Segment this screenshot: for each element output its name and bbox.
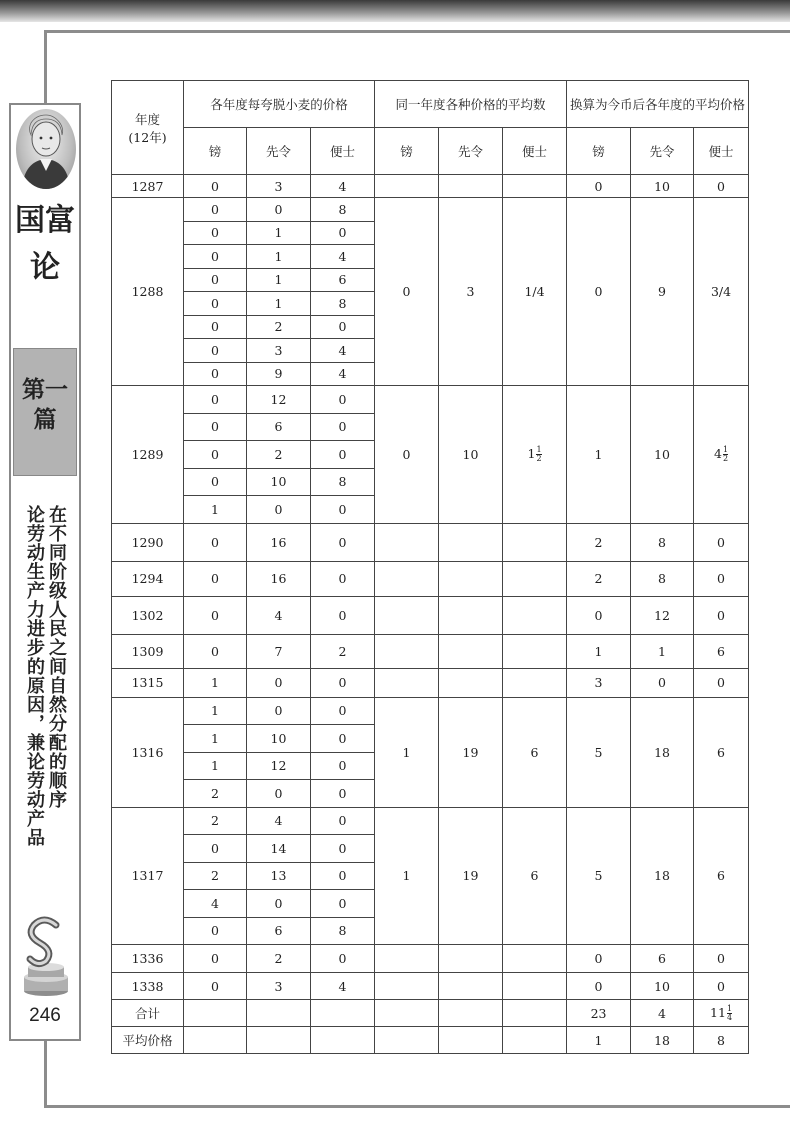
price-cell: 13	[247, 862, 311, 890]
empty-cell	[375, 1000, 439, 1027]
year-cell: 1316	[112, 697, 184, 807]
table-row	[112, 697, 749, 725]
page-number: 246	[29, 1005, 61, 1026]
price-cell: 0	[311, 561, 375, 596]
modern-price-cell: 0	[694, 523, 749, 561]
average-cell: 19	[439, 697, 503, 807]
average-row	[112, 1027, 749, 1054]
empty-cell	[503, 1000, 567, 1027]
price-cell: 0	[247, 668, 311, 697]
year-cell: 1290	[112, 523, 184, 561]
table-row	[112, 198, 749, 222]
price-cell: 0	[311, 441, 375, 469]
modern-price-cell: 0	[631, 668, 694, 697]
unit-header-price-shilling: 先令	[247, 128, 311, 175]
price-cell: 10	[247, 725, 311, 753]
price-cell: 0	[184, 198, 247, 222]
year-cell: 1309	[112, 634, 184, 668]
price-cell: 16	[247, 561, 311, 596]
average-cell	[439, 523, 503, 561]
modern-price-cell: 8	[631, 561, 694, 596]
price-cell: 0	[184, 315, 247, 339]
page-frame-top	[44, 30, 790, 33]
year-cell: 1336	[112, 945, 184, 973]
price-cell: 0	[311, 945, 375, 973]
price-cell: 1	[184, 668, 247, 697]
price-cell: 14	[247, 835, 311, 863]
price-cell: 3	[247, 339, 311, 363]
price-cell: 2	[311, 634, 375, 668]
table-row	[112, 523, 749, 561]
price-cell: 0	[184, 221, 247, 245]
modern-price-cell: 18	[631, 807, 694, 945]
price-cell: 6	[247, 413, 311, 441]
price-cell: 0	[311, 752, 375, 780]
price-cell: 2	[184, 862, 247, 890]
chapter-title-line-2: 论劳动生产力进步的原因，兼论劳动产品	[24, 505, 45, 847]
price-cell: 1	[184, 496, 247, 524]
price-cell: 1	[247, 245, 311, 269]
price-cell: 0	[184, 175, 247, 198]
book-title: 国富论	[15, 203, 75, 285]
average-cell	[375, 175, 439, 198]
price-cell: 0	[184, 339, 247, 363]
price-cell: 4	[184, 890, 247, 918]
top-page-shadow	[0, 0, 790, 22]
part-title: 第一篇	[22, 376, 68, 433]
modern-price-cell: 1	[567, 386, 631, 524]
average-cell	[503, 668, 567, 697]
group-header-prices: 各年度每夸脱小麦的价格	[184, 81, 375, 128]
price-cell: 0	[311, 835, 375, 863]
price-cell: 4	[247, 807, 311, 835]
year-cell: 1317	[112, 807, 184, 945]
year-cell: 1315	[112, 668, 184, 697]
total-value: 23	[567, 1000, 631, 1027]
average-cell: 1	[375, 697, 439, 807]
total-value: 11 $\frac{1}{4}$	[694, 1000, 749, 1027]
total-value: 4	[631, 1000, 694, 1027]
chapter-title-line-1: 在不同阶级人民之间自然分配的顺序	[46, 505, 67, 809]
modern-price-cell: 6	[694, 697, 749, 807]
empty-cell	[439, 1000, 503, 1027]
price-cell: 0	[311, 221, 375, 245]
year-cell: 1287	[112, 175, 184, 198]
modern-price-cell: 0	[567, 945, 631, 973]
price-cell: 8	[311, 917, 375, 945]
price-cell: 0	[247, 780, 311, 808]
average-cell	[439, 668, 503, 697]
average-cell	[503, 634, 567, 668]
average-cell: 19	[439, 807, 503, 945]
empty-cell	[439, 1027, 503, 1054]
year-cell: 1302	[112, 596, 184, 634]
price-cell: 0	[184, 917, 247, 945]
price-cell: 1	[247, 221, 311, 245]
price-cell: 0	[184, 413, 247, 441]
dollar-coins-logo	[18, 913, 74, 999]
table-row	[112, 386, 749, 414]
modern-price-cell: 3/4	[694, 198, 749, 386]
modern-price-cell: 2	[567, 561, 631, 596]
average-cell: 10	[439, 386, 503, 524]
modern-price-cell: 0	[694, 175, 749, 198]
price-cell: 6	[311, 268, 375, 292]
modern-price-cell: 8	[631, 523, 694, 561]
modern-price-cell: 4 $\frac{1}{2}$	[694, 386, 749, 524]
price-cell: 6	[247, 917, 311, 945]
price-cell: 2	[184, 780, 247, 808]
group-header-modern-prices: 换算为今币后各年度的平均价格	[567, 81, 749, 128]
price-cell: 1	[247, 292, 311, 316]
year-header: 年度	[134, 111, 160, 127]
modern-price-cell: 0	[567, 198, 631, 386]
modern-price-cell: 12	[631, 596, 694, 634]
unit-header-price-penny: 便士	[311, 128, 375, 175]
empty-cell	[375, 1027, 439, 1054]
price-cell: 0	[184, 386, 247, 414]
price-cell: 0	[311, 596, 375, 634]
modern-price-cell: 2	[567, 523, 631, 561]
price-cell: 8	[311, 468, 375, 496]
price-cell: 4	[311, 175, 375, 198]
table-row	[112, 807, 749, 835]
price-cell: 0	[247, 697, 311, 725]
modern-price-cell: 0	[694, 973, 749, 1000]
price-cell: 0	[311, 496, 375, 524]
modern-price-cell: 6	[694, 807, 749, 945]
fraction: $\frac{1}{2}$	[722, 444, 729, 463]
price-cell: 0	[184, 245, 247, 269]
average-cell: 6	[503, 807, 567, 945]
price-cell: 0	[184, 268, 247, 292]
unit-header-average-pound: 镑	[375, 128, 439, 175]
price-cell: 4	[311, 245, 375, 269]
price-cell: 1	[184, 697, 247, 725]
empty-cell	[247, 1000, 311, 1027]
year-header-cell	[112, 81, 184, 175]
modern-price-cell: 0	[567, 596, 631, 634]
average-cell	[503, 523, 567, 561]
average-cell	[375, 668, 439, 697]
average-cell	[375, 973, 439, 1000]
price-cell: 4	[311, 362, 375, 386]
average-cell	[503, 561, 567, 596]
average-cell	[503, 596, 567, 634]
price-cell: 0	[311, 697, 375, 725]
price-cell: 0	[311, 413, 375, 441]
page-frame-bottom	[44, 1105, 790, 1108]
modern-price-cell: 9	[631, 198, 694, 386]
average-cell	[375, 945, 439, 973]
group-header-averages: 同一年度各种价格的平均数	[375, 81, 567, 128]
price-cell: 1	[184, 752, 247, 780]
unit-header-modern-shilling: 先令	[631, 128, 694, 175]
average-label: 平均价格	[112, 1027, 184, 1054]
price-cell: 0	[184, 561, 247, 596]
empty-cell	[247, 1027, 311, 1054]
price-cell: 2	[247, 945, 311, 973]
average-cell: 0	[375, 386, 439, 524]
price-cell: 0	[311, 523, 375, 561]
modern-price-cell: 0	[567, 175, 631, 198]
price-cell: 3	[247, 973, 311, 1000]
modern-price-cell: 1	[567, 634, 631, 668]
average-cell: 0	[375, 198, 439, 386]
price-cell: 1	[247, 268, 311, 292]
modern-price-cell: 0	[694, 561, 749, 596]
modern-price-cell: 0	[694, 596, 749, 634]
average-cell	[503, 945, 567, 973]
price-cell: 0	[184, 523, 247, 561]
modern-price-cell: 6	[631, 945, 694, 973]
year-cell: 1288	[112, 198, 184, 386]
price-cell: 0	[311, 807, 375, 835]
price-cell: 1	[184, 725, 247, 753]
table-row	[112, 175, 749, 198]
modern-price-cell: 0	[567, 973, 631, 1000]
price-cell: 8	[311, 292, 375, 316]
empty-cell	[311, 1027, 375, 1054]
price-cell: 9	[247, 362, 311, 386]
modern-price-cell: 10	[631, 386, 694, 524]
average-cell	[439, 634, 503, 668]
average-cell	[439, 973, 503, 1000]
chapter-title	[23, 505, 67, 895]
year-cell: 1294	[112, 561, 184, 596]
modern-price-cell: 18	[631, 697, 694, 807]
table-row	[112, 561, 749, 596]
fraction: $\frac{1}{2}$	[536, 444, 542, 463]
average-cell	[439, 596, 503, 634]
price-cell: 0	[184, 945, 247, 973]
average-value: 1	[567, 1027, 631, 1054]
unit-header-average-penny: 便士	[503, 128, 567, 175]
table-row	[112, 596, 749, 634]
price-cell: 0	[184, 441, 247, 469]
unit-header-modern-penny: 便士	[694, 128, 749, 175]
average-cell	[439, 945, 503, 973]
year-subheader: (12年)	[128, 129, 167, 145]
price-cell: 0	[311, 668, 375, 697]
price-cell: 0	[247, 198, 311, 222]
price-cell: 7	[247, 634, 311, 668]
price-cell: 0	[311, 315, 375, 339]
average-cell	[375, 596, 439, 634]
price-cell: 3	[247, 175, 311, 198]
average-cell	[503, 175, 567, 198]
table-row	[112, 634, 749, 668]
price-cell: 12	[247, 386, 311, 414]
empty-cell	[311, 1000, 375, 1027]
price-cell: 0	[311, 780, 375, 808]
price-cell: 0	[184, 973, 247, 1000]
price-cell: 0	[184, 292, 247, 316]
average-value: 8	[694, 1027, 749, 1054]
average-cell	[439, 561, 503, 596]
modern-price-cell: 0	[694, 668, 749, 697]
price-cell: 0	[184, 835, 247, 863]
modern-price-cell: 5	[567, 807, 631, 945]
average-cell	[375, 561, 439, 596]
modern-price-cell: 6	[694, 634, 749, 668]
price-cell: 4	[247, 596, 311, 634]
average-cell: 1/4	[503, 198, 567, 386]
price-cell: 4	[311, 339, 375, 363]
price-cell: 0	[184, 468, 247, 496]
modern-price-cell: 5	[567, 697, 631, 807]
table-row	[112, 945, 749, 973]
unit-header-average-shilling: 先令	[439, 128, 503, 175]
price-cell: 2	[247, 315, 311, 339]
modern-price-cell: 0	[694, 945, 749, 973]
author-portrait	[16, 109, 76, 189]
average-cell: 6	[503, 697, 567, 807]
price-cell: 0	[184, 596, 247, 634]
price-cell: 0	[311, 862, 375, 890]
price-cell: 0	[311, 386, 375, 414]
price-cell: 2	[247, 441, 311, 469]
wheat-price-table	[111, 80, 749, 1054]
average-cell	[375, 523, 439, 561]
price-cell: 12	[247, 752, 311, 780]
average-value: 18	[631, 1027, 694, 1054]
average-cell: 3	[439, 198, 503, 386]
price-cell: 0	[311, 890, 375, 918]
total-row	[112, 1000, 749, 1027]
price-cell: 8	[311, 198, 375, 222]
table-row	[112, 668, 749, 697]
table-row	[112, 973, 749, 1000]
price-cell: 4	[311, 973, 375, 1000]
price-cell: 0	[311, 725, 375, 753]
price-cell: 16	[247, 523, 311, 561]
empty-cell	[184, 1000, 247, 1027]
price-cell: 0	[184, 362, 247, 386]
modern-price-cell: 1	[631, 634, 694, 668]
average-cell	[439, 175, 503, 198]
unit-header-price-pound: 镑	[184, 128, 247, 175]
price-cell: 0	[247, 890, 311, 918]
unit-header-modern-pound: 镑	[567, 128, 631, 175]
modern-price-cell: 10	[631, 973, 694, 1000]
fraction: $\frac{1}{4}$	[726, 1003, 733, 1022]
price-cell: 0	[247, 496, 311, 524]
year-cell: 1289	[112, 386, 184, 524]
average-cell: 1	[375, 807, 439, 945]
total-label: 合计	[112, 1000, 184, 1027]
year-cell: 1338	[112, 973, 184, 1000]
modern-price-cell: 10	[631, 175, 694, 198]
price-cell: 2	[184, 807, 247, 835]
average-cell	[375, 634, 439, 668]
price-cell: 0	[184, 634, 247, 668]
average-cell: 1 $\frac{1}{2}$	[503, 386, 567, 524]
empty-cell	[503, 1027, 567, 1054]
empty-cell	[184, 1027, 247, 1054]
average-cell	[503, 973, 567, 1000]
chapter-sidebar	[9, 103, 81, 1041]
modern-price-cell: 3	[567, 668, 631, 697]
price-cell: 10	[247, 468, 311, 496]
